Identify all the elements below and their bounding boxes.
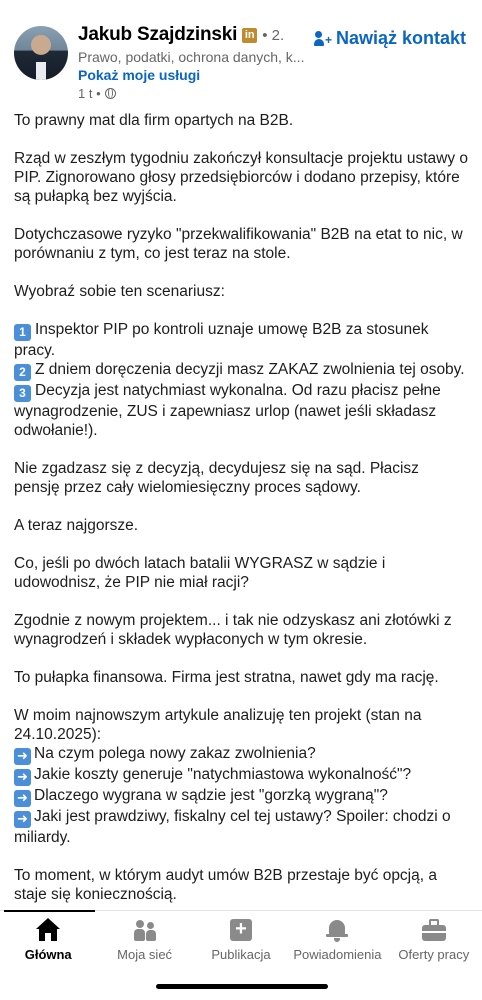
- scenario-item: 1 Inspektor PIP po kontroli uznaje umowę B2B za stosunek pracy.: [14, 321, 429, 359]
- nav-notifications[interactable]: [289, 911, 385, 968]
- nav-label: Powiadomienia: [293, 947, 382, 962]
- nav-label: Główna: [24, 947, 72, 962]
- premium-badge-icon: in: [242, 28, 257, 43]
- question-item: ➜ Jaki jest prawdziwy, fiskalny cel tej ustawy? Spoiler: chodzi o miliardy.: [14, 808, 451, 846]
- post-time: 1 t •: [78, 86, 101, 101]
- post-paragraph: Dotychczasowe ryzyko "przekwalifikowania" B2B na etat to nic, w porównaniu z tym, co jest teraz na stole.: [14, 226, 463, 262]
- question-item: ➜ Na czym polega nowy zakaz zwolnienia?: [14, 744, 468, 765]
- author-info: [78, 24, 318, 101]
- keycap-number-icon: 2: [14, 364, 31, 381]
- post-meta: [78, 86, 318, 101]
- post-body: [14, 111, 468, 923]
- post-icon: +: [228, 918, 254, 942]
- question-item: ➜ Dlaczego wygrana w sądzie jest "gorzką wygraną"?: [14, 786, 468, 807]
- keycap-number-icon: 1: [14, 324, 31, 341]
- briefcase-icon: [421, 918, 447, 942]
- connect-label: Nawiąż kontakt: [335, 28, 466, 48]
- nav-label: Moja sieć: [117, 947, 173, 962]
- right-arrow-icon: ➜: [14, 769, 31, 786]
- question-item: ➜ Jakie koszty generuje "natychmiastowa wykonalność"?: [14, 765, 468, 786]
- right-arrow-icon: ➜: [14, 748, 31, 765]
- home-indicator[interactable]: [156, 984, 328, 989]
- globe-icon: [105, 88, 116, 99]
- post-paragraph: A teraz najgorsze.: [14, 517, 139, 534]
- post-paragraph: Co, jeśli po dwóch latach batalii WYGRASZ w sądzie i udowodnisz, że PIP nie miał racji?: [14, 555, 386, 591]
- article-intro: [14, 706, 468, 847]
- post-header: [14, 22, 470, 102]
- scenario-item: 3 Decyzja jest natychmiast wykonalna. Od razu płacisz pełne wynagrodzenie, ZUS i zapewniasz urlop (nawet jeśli składasz odwołanie!).: [14, 382, 441, 439]
- connect-button[interactable]: [314, 28, 466, 49]
- nav-network[interactable]: [96, 911, 192, 968]
- author-headline: Prawo, podatki, ochrona danych, k...: [78, 49, 305, 65]
- post-paragraph: Wyobraź sobie ten scenariusz:: [14, 283, 225, 300]
- person-add-icon: +: [314, 31, 332, 47]
- nav-label: Publikacja: [211, 947, 271, 962]
- nav-post[interactable]: [193, 911, 289, 968]
- post-paragraph: Zgodnie z nowym projektem... i tak nie odzyskasz ani złotówki z wynagrodzeń i składek wypłaconych w tym okresie.: [14, 612, 452, 648]
- network-icon: [132, 918, 158, 942]
- post-paragraph: Rząd w zeszłym tygodniu zakończył konsultacje projektu ustawy o PIP. Zignorowano głosy przedsiębiorców i dodano przepisy, które są pułapką bez wyjścia.: [14, 150, 469, 205]
- scenario-list: [14, 320, 468, 440]
- nav-jobs[interactable]: [386, 911, 482, 968]
- keycap-number-icon: 3: [14, 385, 31, 402]
- author-name[interactable]: Jakub Szajdzinski: [78, 24, 238, 45]
- connection-degree: • 2.: [262, 26, 285, 44]
- scenario-item: 2 Z dniem doręczenia decyzji masz ZAKAZ zwolnienia tej osoby.: [14, 360, 468, 381]
- post-paragraph: To prawny mat dla firm opartych na B2B.: [14, 112, 294, 129]
- author-avatar[interactable]: [14, 26, 68, 80]
- bottom-nav: [0, 910, 482, 968]
- services-link[interactable]: Pokaż moje usługi: [78, 67, 201, 83]
- bell-icon: [324, 918, 350, 942]
- nav-home[interactable]: [0, 911, 96, 968]
- post-paragraph: To moment, w którym audyt umów B2B przestaje być opcją, a staje się koniecznością.: [14, 867, 437, 903]
- post-paragraph: Nie zgadzasz się z decyzją, decydujesz się na sąd. Płacisz pensję przez cały wielomiesięczny proces sądowy.: [14, 460, 419, 496]
- active-tab-indicator: [4, 910, 95, 912]
- right-arrow-icon: ➜: [14, 790, 31, 807]
- post-paragraph: To pułapka finansowa. Firma jest stratna, nawet gdy ma rację.: [14, 669, 439, 686]
- right-arrow-icon: ➜: [14, 811, 31, 828]
- nav-label: Oferty pracy: [398, 947, 470, 962]
- home-icon: [35, 918, 61, 942]
- post-paragraph: W moim najnowszym artykule analizuję ten projekt (stan na 24.10.2025):: [14, 707, 422, 743]
